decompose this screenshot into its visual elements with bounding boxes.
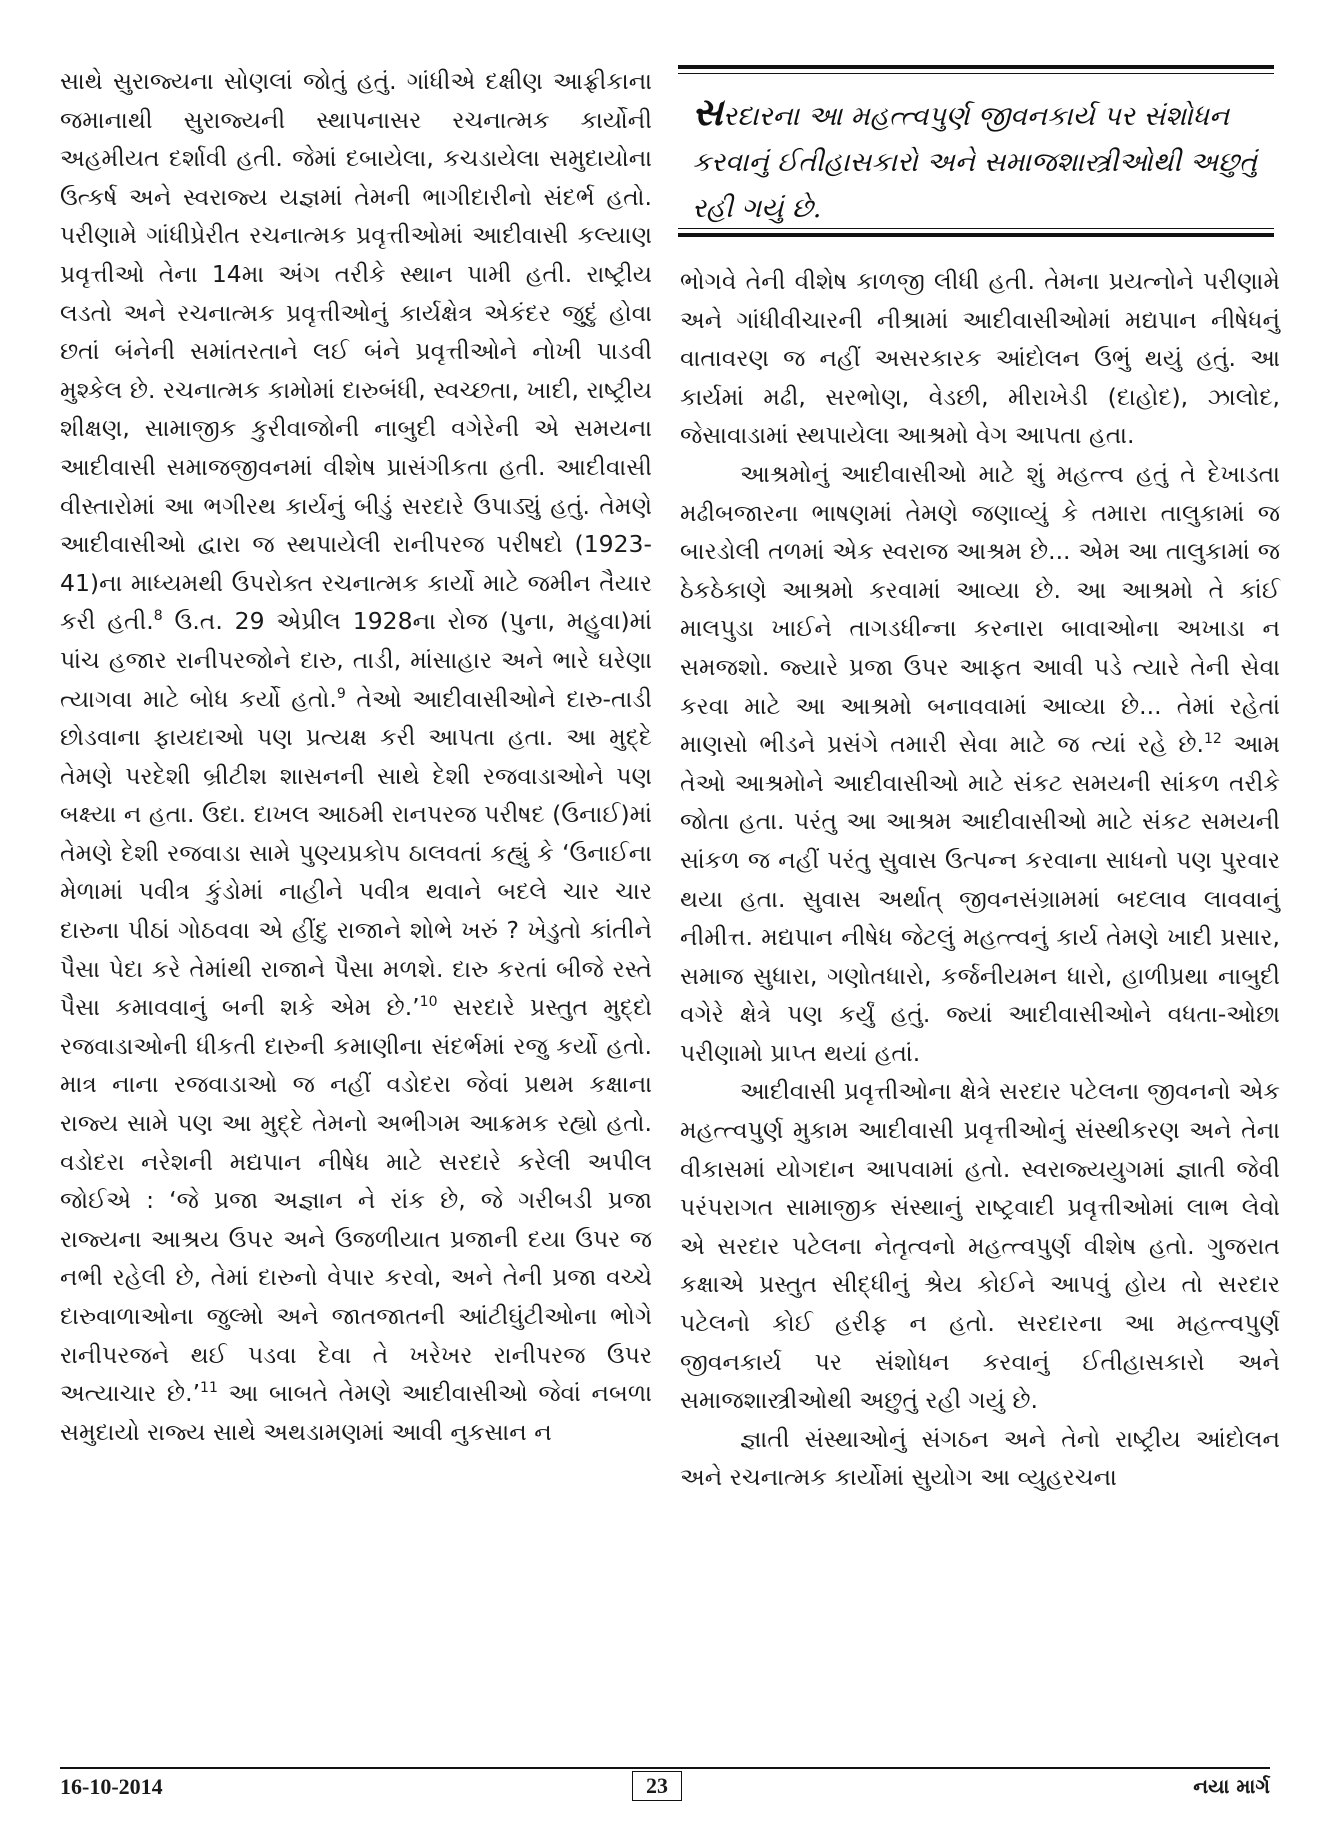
paragraph-text: આ બાબતે તેમણે આદીવાસીઓ જેવાં નબળા સમુદાયો રાજ્ય સાથે અથડામણમાં આવી નુકસાન ન <box>60 1379 653 1446</box>
page-number: 23 <box>632 1771 682 1801</box>
footnote-ref: 8 <box>153 608 163 625</box>
right-column <box>680 62 1280 1497</box>
paragraph-text: ઉ.ત. 29 એપ્રીલ 1928ના રોજ (પુના, મહુવા)માં પાંચ હજાર રાનીપરજોને દારુ, તાડી, માંસાહાર અને ભારે ઘરેણા ત્યાગવા માટે બોધ કર્યો હતો. <box>60 607 652 713</box>
paragraph-text: આશ્રમોનું આદીવાસીઓ માટે શું મહત્ત્વ હતું તે દેખાડતા મઢીબજારના ભાષણમાં તેમણે જણાવ્યું કે તમારા તાલુકામાં જ બારડોલી તળમાં એક સ્વરાજ આશ્રમ છે... એમ આ તાલુકામાં જ ઠેકઠેકાણે આશ્રમો કરવામાં આવ્યા છે. આ આશ્રમો તે કાંઈ માલપુડા ખાઈને તાગડધીન્ના કરનારા બાવાઓના અખાડા ન સમજશો. જ્યારે પ્રજા ઉપર આફત આવી પડે ત્યારે તેની સેવા કરવા માટે આ આશ્રમો બનાવવામાં આવ્યા છે... તેમાં રહેતાં માણસો ભીડને પ્રસંગે તમારી સેવા માટે જ ત્યાં રહે છે. <box>680 459 1280 759</box>
paragraph-text: તેઓ આદીવાસીઓને દારુ-તાડી છોડવાના ફાયદાઓ પણ પ્રત્યક્ષ કરી આપતા હતા. આ મુદ્દે તેમણે પરદેશી બ્રીટીશ શાસનની સાથે દેશી રજવાડાઓને પણ બક્ષ્યા ન હતા. ઉદા. દાખલ આઠમી રાનપરજ પરીષદ (ઉનાઈ)માં તેમણે દેશી રજવાડા સામે પુણ્યપ્રકોપ ઠાલવતાં કહ્યું કે ‘ઉનાઈના મેળામાં પવીત્ર કુંડોમાં નાહીને પવીત્ર થવાને બદલે ચાર ચાર દારુના પીઠાં ગોઠવવા એ હીંદુ રાજાને શોભે ખરું ? ખેડુતો કાંતીને પૈસા પેદા કરે તેમાંથી રાજાને પૈસા મળશે. દારુ કરતાં બીજે રસ્તે પૈસા કમાવવાનું બની શકે એમ છે.’ <box>60 684 652 1022</box>
footnote-ref: 9 <box>336 685 346 702</box>
magazine-name: નયા માર્ગ <box>1193 1774 1270 1798</box>
paragraph-text: આમ તેઓ આશ્રમોને આદીવાસીઓ માટે સંકટ સમયની સાંકળ તરીકે જોતા હતા. પરંતુ આ આશ્રમ આદીવાસીઓ માટે સંકટ સમયની સાંકળ જ નહીં પરંતુ સુવાસ ઉત્પન્ન કરવાના સાધનો પણ પુરવાર થયા હતા. સુવાસ અર્થાત્ જીવનસંગ્રામમાં બદલાવ લાવવાનું નીમીત્ત. મદ્યપાન નીષેધ જેટલું મહત્ત્વનું કાર્ય તેમણે ખાદી પ્રસાર, સમાજ સુધારા, ગણોતધારો, કર્જનીયમન ધારો, હાળીપ્રથા નાબુદી વગેરે ક્ષેત્રે પણ કર્યું હતું. જ્યાં આદીવાસીઓને વધતા-ઓછા પરીણામો પ્રાપ્ત થયાં હતાં. <box>680 730 1281 1067</box>
left-column <box>60 62 652 1451</box>
footer-date: 16-10-2014 <box>60 1774 163 1799</box>
pull-quote-body: રદારના આ મહત્ત્વપુર્ણ જીવનકાર્ય પર સંશોધન કરવાનું ઈતીહાસકારો અને સમાજશાસ્ત્રીઓથી અછુતું રહી ગયું છે. <box>692 101 1257 224</box>
footer-divider <box>60 1767 1270 1769</box>
footnote-ref: 12 <box>1204 731 1222 748</box>
paragraph: જ્ઞાતી સંસ્થાઓનું સંગઠન અને તેનો રાષ્ટ્રીય આંદોલન અને રચનાત્મક કાર્યોમાં સુયોગ આ વ્યુહરચના <box>680 1424 1280 1492</box>
paragraph-text: સરદારે પ્રસ્તુત મુદ્દો રજવાડાઓની ધીકતી દારુની કમાણીના સંદર્ભમાં રજુ કર્યો હતો. માત્ર નાના રજવાડાઓ જ નહીં વડોદરા જેવાં પ્રથમ કક્ષાના રાજ્ય સામે પણ આ મુદ્દે તેમનો અભીગમ આક્રમક રહ્યો હતો. વડોદરા નરેશની મદ્યપાન નીષેધ માટે સરદારે કરેલી અપીલ જોઈએ : ‘જે પ્રજા અજ્ઞાન ને રાંક છે, જે ગરીબડી પ્રજા રાજ્યના આશ્રય ઉપર અને ઉજળીયાત પ્રજાની દયા ઉપર જ નભી રહેલી છે, તેમાં દારુનો વેપાર કરવો, અને તેની પ્રજા વચ્ચે દારુવાળાઓના જુલ્મો અને જાતજાતની આંટીઘુંટીઓના ભોગે રાનીપરજને થઈ પડવા દેવા તે ખરેખર રાનીપરજ ઉપર અત્યાચાર છે.’ <box>60 993 652 1408</box>
paragraph: આદીવાસી પ્રવૃત્તીઓના ક્ષેત્રે સરદાર પટેલના જીવનનો એક મહત્ત્વપુર્ણ મુકામ આદીવાસી પ્રવૃત્તીઓનું સંસ્થીકરણ અને તેના વીકાસમાં યોગદાન આપવામાં હતો. સ્વરાજ્યયુગમાં જ્ઞાતી જેવી પરંપરાગત સામાજીક સંસ્થાનું રાષ્ટ્રવાદી પ્રવૃત્તીઓમાં લાભ લેવો એ સરદાર પટેલના નેતૃત્વનો મહત્ત્વપુર્ણ વીશેષ હતો. ગુજરાત કક્ષાએ પ્રસ્તુત સીદ્ધીનું શ્રેય કોઈને આપવું હોય તો સરદાર પટેલનો કોઈ હરીફ ન હતો. સરદારના આ મહત્ત્વપુર્ણ જીવનકાર્ય પર સંશોધન કરવાનું ઈતીહાસકારો અને સમાજશાસ્ત્રીઓથી અછુતું રહી ગયું છે. <box>680 1077 1280 1415</box>
paragraph <box>680 455 1280 1073</box>
paragraph <box>60 62 652 1451</box>
drop-cap: સ <box>692 89 723 134</box>
paragraph-text: સાથે સુરાજ્યના સોણલાં જોતું હતું. ગાંધીએ દક્ષીણ આફ્રીકાના જમાનાથી સુરાજ્યની સ્થાપનાસર રચનાત્મક કાર્યોની અહમીયત દર્શાવી હતી. જેમાં દબાયેલા, કચડાયેલા સમુદાયોના ઉત્કર્ષ અને સ્વરાજ્ય યજ્ઞમાં તેમની ભાગીદારીનો સંદર્ભ હતો. પરીણામે ગાંધીપ્રેરીત રચનાત્મક પ્રવૃત્તીઓમાં આદીવાસી કલ્યાણ પ્રવૃત્તીઓ તેના 14મા અંગ તરીકે સ્થાન પામી હતી. રાષ્ટ્રીય લડતો અને રચનાત્મક પ્રવૃત્તીઓનું કાર્યક્ષેત્ર એકંદર જુદું હોવા છતાં બંનેની સમાંતરતાને લઈ બંને પ્રવૃત્તીઓને નોખી પાડવી મુશ્કેલ છે. રચનાત્મક કામોમાં દારુબંધી, સ્વચ્છતા, ખાદી, રાષ્ટ્રીય શીક્ષણ, સામાજીક કુરીવાજોની નાબુદી વગેરેની એ સમયના આદીવાસી સમાજજીવનમાં વીશેષ પ્રાસંગીકતા હતી. આદીવાસી વીસ્તારોમાં આ ભગીરથ કાર્યનું બીડું સરદારે ઉપાડ્યું હતું. તેમણે આદીવાસીઓ દ્વારા જ સ્થપાયેલી રાનીપરજ પરીષદો (1923-41)ના માધ્યમથી ઉપરોક્ત રચનાત્મક કાર્યો માટે જમીન તૈયાર કરી હતી. <box>60 67 652 636</box>
footnote-ref: 11 <box>200 1380 218 1397</box>
paragraph: ભોગવે તેની વીશેષ કાળજી લીધી હતી. તેમના પ્રયત્નોને પરીણામે અને ગાંધીવીચારની નીશ્રામાં આદીવાસીઓમાં મદ્યપાન નીષેધનું વાતાવરણ જ નહીં અસરકારક આંદોલન ઉભું થયું હતું. આ કાર્યમાં મઢી, સરભોણ, વેડછી, મીરાખેડી (દાહોદ), ઝાલોદ, જેસાવાડામાં સ્થપાયેલા આશ્રમો વેગ આપતા હતા. <box>680 267 1280 450</box>
footnote-ref: 10 <box>419 994 438 1011</box>
